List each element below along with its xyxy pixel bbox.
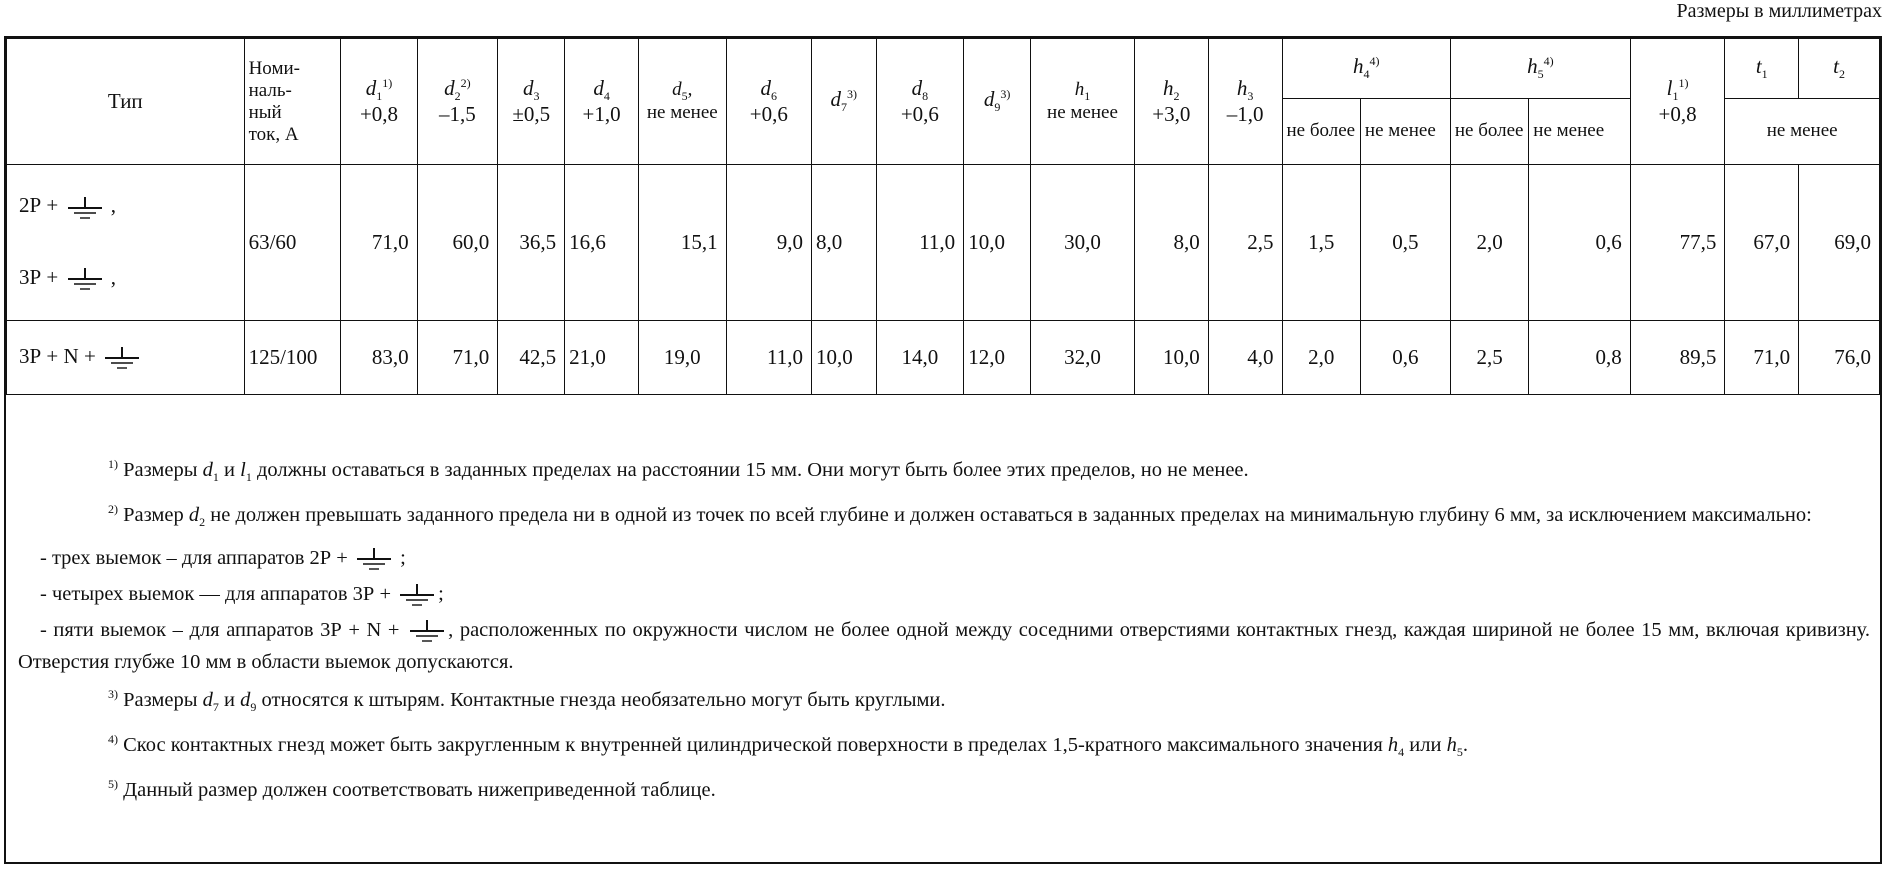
value-cell: 8,0 (811, 165, 876, 321)
dimensions-table (6, 38, 1880, 395)
value-cell: 2,0 (1450, 165, 1528, 321)
ground-symbol-icon (101, 345, 143, 371)
value-cell: 76,0 (1799, 321, 1880, 395)
value-cell: 11,0 (876, 165, 964, 321)
header-d1: $d_1^{1)}$ +0,8 (341, 39, 417, 165)
footnote-2a: - трех выемок – для аппаратов 2Р + ; (18, 542, 1870, 574)
header-d8: $d_8$ +0,6 (876, 39, 964, 165)
value-cell: 71,0 (1725, 321, 1799, 395)
header-d6: $d_6$ +0,6 (726, 39, 811, 165)
value-cell: 10,0 (964, 165, 1031, 321)
value-cell: 60,0 (417, 165, 498, 321)
value-cell: 71,0 (417, 321, 498, 395)
value-cell: 30,0 (1031, 165, 1135, 321)
footnote-3: $^{3)}$ Размеры $d_7$ и $d_9$ относятся к штырям. Контактные гнезда необязательно могут быть круглыми. (108, 686, 946, 714)
header-d5: $d_5$, не менее (638, 39, 726, 165)
header-t2: $t_2$ (1799, 39, 1880, 99)
value-cell: 2,5 (1208, 165, 1282, 321)
header-h4-min: не менее (1360, 99, 1450, 165)
header-h4: $h_4^{4)}$ (1282, 39, 1450, 99)
header-h5-max: не более (1450, 99, 1528, 165)
value-cell: 15,1 (638, 165, 726, 321)
value-cell: 8,0 (1134, 165, 1208, 321)
value-cell: 0,6 (1360, 321, 1450, 395)
header-d9: $d_9^{3)}$ (964, 39, 1031, 165)
value-cell: 19,0 (638, 321, 726, 395)
value-cell: 0,8 (1529, 321, 1630, 395)
header-type: Тип (7, 39, 245, 165)
value-cell: 10,0 (1134, 321, 1208, 395)
header-d7: $d_7^{3)}$ (811, 39, 876, 165)
footnote-2: $^{2)}$ Размер $d_2$ не должен превышать заданного предела ни в одной из точек по всей глубине и должен оставаться в заданных пределах на минимальную глубину 6 мм, за исключением максимально: (108, 501, 1812, 529)
header-h2: $h_2$ +3,0 (1134, 39, 1208, 165)
value-cell: 14,0 (876, 321, 964, 395)
ground-symbol-icon (396, 582, 438, 608)
header-h3: $h_3$ –1,0 (1208, 39, 1282, 165)
value-cell: 16,6 (565, 165, 639, 321)
value-cell: 1,5 (1282, 165, 1360, 321)
type-cell: 3Р + N + (7, 321, 245, 395)
value-cell: 4,0 (1208, 321, 1282, 395)
value-cell: 42,5 (498, 321, 565, 395)
header-d3: $d_3$ ±0,5 (498, 39, 565, 165)
value-cell: 12,0 (964, 321, 1031, 395)
header-l1: $l_1^{1)}$ +0,8 (1630, 39, 1725, 165)
value-cell: 21,0 (565, 321, 639, 395)
header-h5-min: не менее (1529, 99, 1630, 165)
rated-current-cell: 125/100 (244, 321, 341, 395)
footnote-2c: - пяти выемок – для аппаратов 3Р + N + , расположенных по окружности числом не более одной между соседними отверстиями контактных гнезд, каждая шириной не более 15 мм, включая кривизну. Отверстия глубже 10 мм в области выемок допускаются. (18, 618, 1870, 673)
header-h4-max: не более (1282, 99, 1360, 165)
header-t1: $t_1$ (1725, 39, 1799, 99)
value-cell: 2,5 (1450, 321, 1528, 395)
header-h5: $h_5^{4)}$ (1450, 39, 1630, 99)
value-cell: 10,0 (811, 321, 876, 395)
footnote-2b: - четырех выемок — для аппаратов 3Р + ; (18, 578, 1870, 610)
ground-symbol-icon (353, 546, 395, 572)
value-cell: 89,5 (1630, 321, 1725, 395)
value-cell: 32,0 (1031, 321, 1135, 395)
ground-symbol-icon (64, 195, 106, 221)
ground-symbol-icon (64, 266, 106, 292)
value-cell: 0,5 (1360, 165, 1450, 321)
value-cell: 77,5 (1630, 165, 1725, 321)
footnotes (6, 448, 1880, 806)
value-cell: 67,0 (1725, 165, 1799, 321)
header-d2: $d_2^{2)}$ –1,5 (417, 39, 498, 165)
header-d4: $d_4$ +1,0 (565, 39, 639, 165)
value-cell: 83,0 (341, 321, 417, 395)
value-cell: 71,0 (341, 165, 417, 321)
units-note: Размеры в миллиметрах (1676, 0, 1882, 22)
value-cell: 0,6 (1529, 165, 1630, 321)
footnote-1: $^{1)}$ Размеры $d_1$ и $l_1$ должны оставаться в заданных пределах на расстоянии 15 мм. Они могут быть более этих пределов, но не менее. (108, 457, 1249, 484)
type-cell: 2Р + , 3Р + , (7, 165, 245, 321)
value-cell: 11,0 (726, 321, 811, 395)
value-cell: 69,0 (1799, 165, 1880, 321)
table-row (7, 321, 1880, 395)
value-cell: 9,0 (726, 165, 811, 321)
header-rated-current: Номи- наль- ный ток, А (244, 39, 341, 165)
header-t-note: не менее (1725, 99, 1880, 165)
dimensions-table-frame (4, 36, 1882, 864)
header-h1: $h_1$ не менее (1031, 39, 1135, 165)
ground-symbol-icon (406, 618, 448, 644)
value-cell: 2,0 (1282, 321, 1360, 395)
value-cell: 36,5 (498, 165, 565, 321)
table-row (7, 165, 1880, 321)
footnote-4: $^{4)}$ Скос контактных гнезд может быть закругленным к внутренней цилиндрической поверхности в пределах 1,5-кратного максимального значения $h_4$ или $h_5$. (108, 731, 1468, 759)
footnote-5: $^{5)}$ Данный размер должен соответствовать нижеприведенной таблице. (108, 776, 716, 801)
rated-current-cell: 63/60 (244, 165, 341, 321)
